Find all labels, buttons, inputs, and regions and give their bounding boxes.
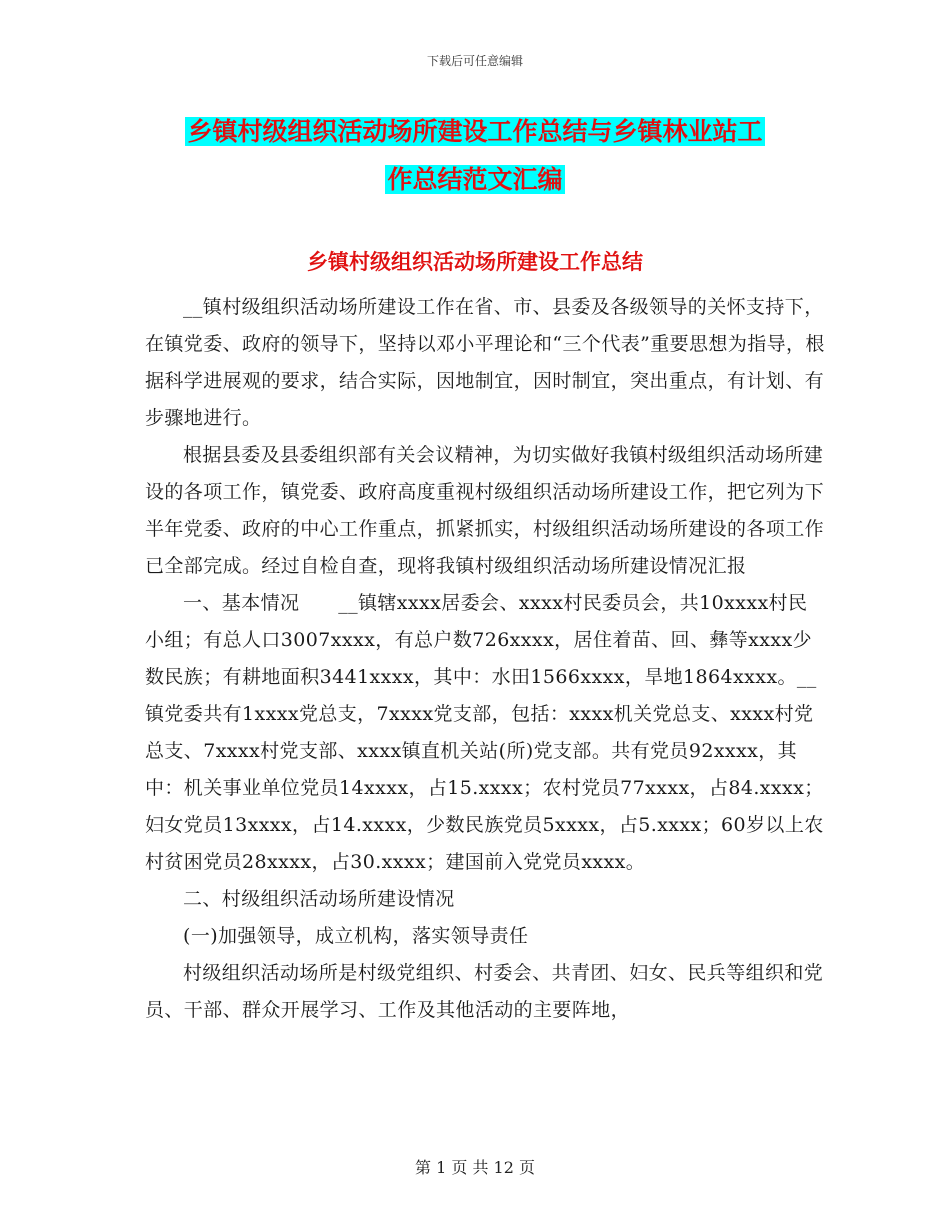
main-title bbox=[0, 108, 950, 204]
paragraph: 一、基本情况 __镇辖xxxx居委会、xxxx村民委员会，共10xxxx村民小组；有总人口3007xxxx，有总户数726xxxx，居住着苗、回、彝等xxxx少数民族；有耕地面积3441xxxx，其中：水田1566xxxx，旱地1864xxxx。__镇党委共有1xxxx党总支，7xxxx党支部，包括：xxxx机关党总支、xxxx村党总支、7xxxx村党支部、xxxx镇直机关站(所)党支部。共有党员92xxxx，其中：机关事业单位党员14xxxx，占15.xxxx；农村党员77xxxx，占84.xxxx；妇女党员13xxxx，占14.xxxx，少数民族党员5xxxx，占5.xxxx；60岁以上农村贫困党员28xxxx，占30.xxxx；建国前入党党员xxxx。 bbox=[145, 592, 824, 873]
title-line-1: 乡镇村级组织活动场所建设工作总结与乡镇林业站工 bbox=[187, 117, 763, 146]
header-note: 下载后可任意编辑 bbox=[426, 54, 523, 68]
paragraph: 二、村级组织活动场所建设情况 bbox=[183, 888, 455, 910]
paragraph: (一)加强领导，成立机构，落实领导责任 bbox=[183, 925, 529, 947]
paragraph: __镇村级组织活动场所建设工作在省、市、县委及各级领导的关怀支持下，在镇党委、政府的领导下，坚持以邓小平理论和“三个代表”重要思想为指导，根据科学进展观的要求，结合实际，因地制宜，因时制宜，突出重点，有计划、有步骤地进行。 bbox=[145, 296, 825, 429]
paragraph: 村级组织活动场所是村级党组织、村委会、共青团、妇女、民兵等组织和党员、干部、群众开展学习、工作及其他活动的主要阵地， bbox=[145, 962, 824, 1021]
page-footer: 第 1 页 共 12 页 bbox=[415, 1158, 535, 1177]
document-body bbox=[145, 289, 825, 1029]
title-line-2: 作总结范文汇编 bbox=[387, 165, 563, 194]
paragraph: 根据县委及县委组织部有关会议精神，为切实做好我镇村级组织活动场所建设的各项工作，镇党委、政府高度重视村级组织活动场所建设工作，把它列为下半年党委、政府的中心工作重点，抓紧抓实，村级组织活动场所建设的各项工作已全部完成。经过自检自查，现将我镇村级组织活动场所建设情况汇报 bbox=[145, 444, 825, 577]
section-title: 乡镇村级组织活动场所建设工作总结 bbox=[307, 250, 643, 274]
